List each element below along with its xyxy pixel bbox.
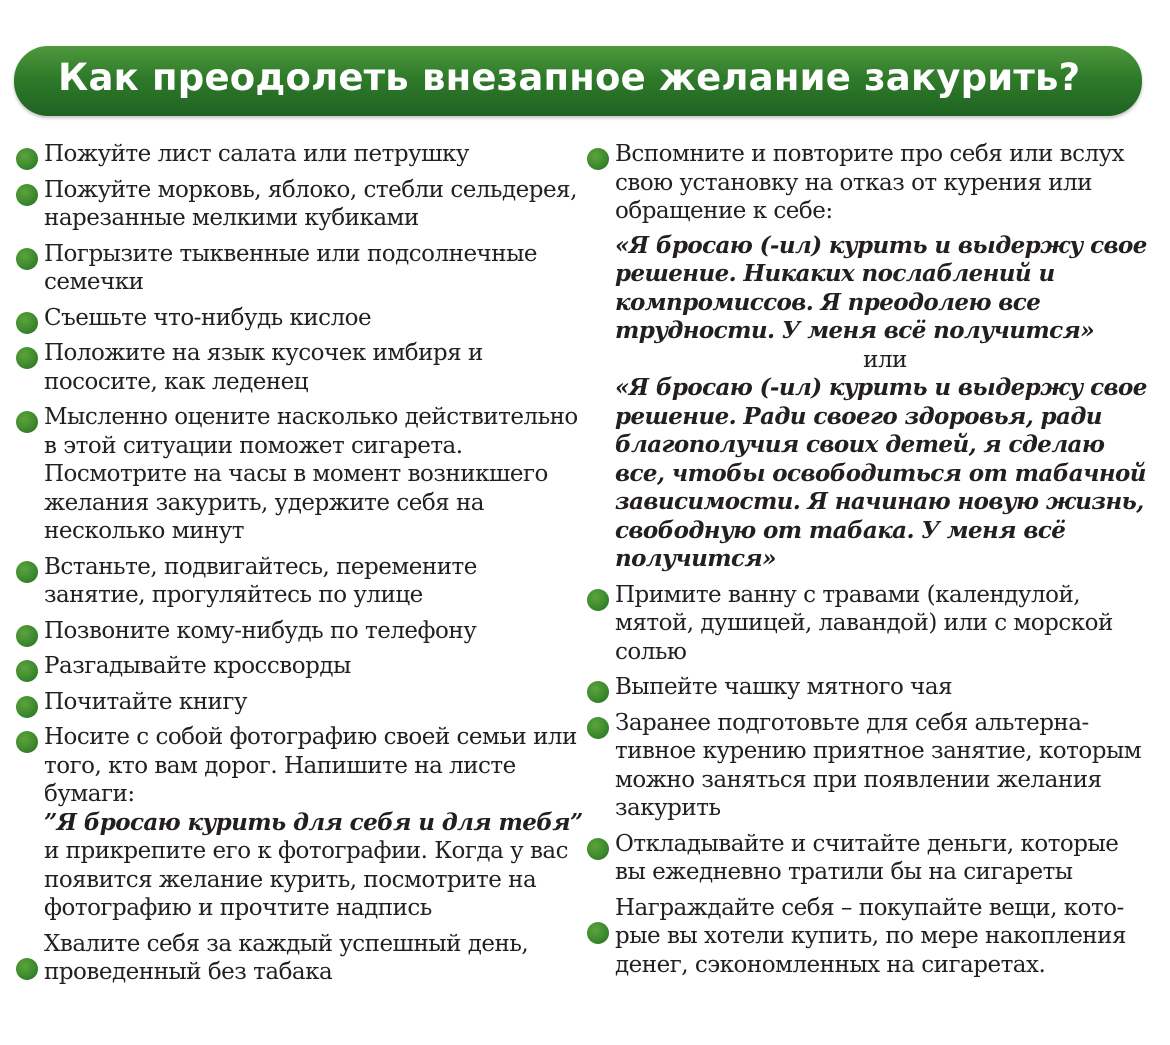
- quote-text: «Я бросаю (-ил) курить и выдержу свое решение. Никаких послаблений и компромиссов. Я преодолею все трудности. У меня всё получится»: [615, 231, 1147, 344]
- bullet-icon: [587, 922, 609, 944]
- list-item: Разгадывайте кроссворды: [14, 652, 584, 681]
- bullet-icon: [587, 681, 609, 703]
- bullet-icon: [16, 184, 38, 206]
- list-item: Пожуйте морковь, яблоко, стебли сельдерея, нарезанные мелкими кубиками: [14, 176, 584, 233]
- list-item: Съешьте что-нибудь кислое: [14, 304, 584, 333]
- bullet-icon: [16, 731, 38, 753]
- list-item: Заранее подготовьте для себя альтернативное курению приятное занятие, которым можно заняться при появлении желания закурить: [585, 709, 1155, 823]
- bullet-icon: [16, 312, 38, 334]
- list-item: Погрызите тыквенные или подсолнечные семечки: [14, 240, 584, 297]
- quote-text: ”Я бросаю курить для себя и для тебя”: [44, 808, 583, 836]
- list-item: Примите ванну с травами (календулой, мятой, душицей, лавандой) или с морской солью: [585, 581, 1155, 667]
- list-item: Мысленно оцените насколько действительно в этой ситуации поможет сигарета. Посмотрите на часы в момент возникшего желания закурить, удержите себя на несколько минут: [14, 403, 584, 546]
- list-item: Вспомните и повторите про себя или вслух свою установку на отказ от курения или обращение к себе: «Я бросаю (-ил) курить и выдержу свое решение. Никаких послаблений и компромиссов. Я преодолею все трудности. У меня всё получится» или «Я бросаю (-ил) курить и выдержу свое решение. Ради своего здоровья, ради благополучия своих детей, я сделаю все, чтобы освободиться от табачной зависимости. Я начинаю новую жизнь, свободную от табака. У меня всё получится»: [585, 140, 1155, 574]
- bullet-icon: [16, 660, 38, 682]
- bullet-icon: [587, 148, 609, 170]
- page-title: Как преодолеть внезапное желание закурить?: [58, 56, 1081, 99]
- quote-text: «Я бросаю (-ил) курить и выдержу свое решение. Ради своего здоровья, ради благополучия своих детей, я сделаю все, чтобы освободиться от табачной зависимости. Я начинаю новую жизнь, свободную от табака. У меня всё получится»: [615, 374, 1147, 572]
- list-item: Почитайте книгу: [14, 688, 584, 717]
- right-column: [585, 140, 1155, 986]
- title-banner: [14, 46, 1142, 116]
- left-column: [14, 140, 584, 994]
- bullet-icon: [16, 561, 38, 583]
- bullet-icon: [16, 958, 38, 980]
- list-item: Награждайте себя – покупайте вещи, которые вы хотели купить, по мере накопления денег, сэкономленных на сигаретах.: [585, 894, 1155, 980]
- or-separator: или: [863, 346, 907, 373]
- list-item: Выпейте чашку мятного чая: [585, 673, 1155, 702]
- list-item: Положите на язык кусочек имбиря и пососите, как леденец: [14, 339, 584, 396]
- list-item: Хвалите себя за каждый успешный день, проведенный без табака: [14, 930, 584, 987]
- bullet-icon: [16, 148, 38, 170]
- bullet-icon: [587, 838, 609, 860]
- bullet-icon: [16, 248, 38, 270]
- bullet-icon: [587, 589, 609, 611]
- bullet-icon: [16, 347, 38, 369]
- list-item: Откладывайте и считайте деньги, которые вы ежедневно тратили бы на сигареты: [585, 830, 1155, 887]
- list-item: Позвоните кому-нибудь по телефону: [14, 617, 584, 646]
- list-item: Пожуйте лист салата или петрушку: [14, 140, 584, 169]
- list-item: Носите с собой фотографию своей семьи или того, кто вам дорог. Напишите на листе бумаги: ”Я бросаю курить для себя и для тебя” и прикрепите его к фотографии. Когда у вас появится желание курить, посмотрите на фотографию и прочтите надпись: [14, 723, 584, 923]
- bullet-icon: [16, 625, 38, 647]
- bullet-icon: [587, 717, 609, 739]
- bullet-icon: [16, 696, 38, 718]
- list-item: Встаньте, подвигайтесь, перемените занятие, прогуляйтесь по улице: [14, 553, 584, 610]
- bullet-icon: [16, 411, 38, 433]
